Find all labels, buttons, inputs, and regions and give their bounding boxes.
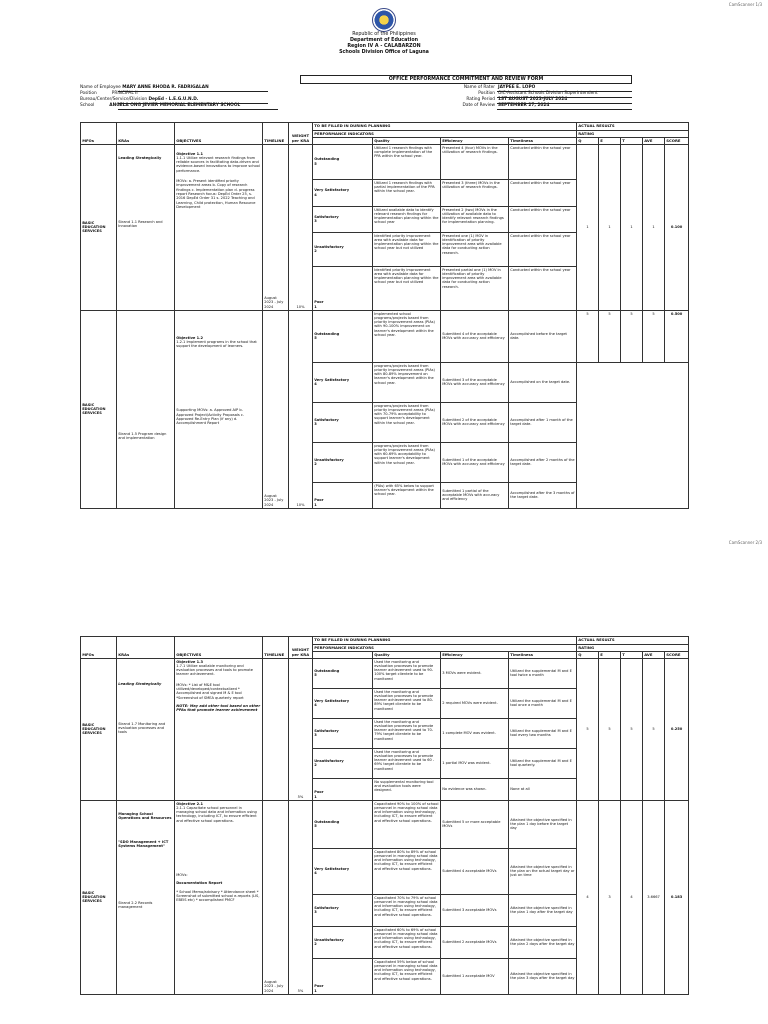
efficiency-cell: Presented 2 (two) MOVs in the utilization of available data to identify relevant research findings for implementation planning. bbox=[441, 206, 509, 232]
timeliness-cell: Accomplished on the target date. bbox=[509, 362, 577, 402]
col-performance-indicators: PERFORMANCE INDICATORS bbox=[313, 131, 577, 138]
col-level bbox=[313, 651, 373, 658]
col-timeliness: Timeliness bbox=[509, 651, 577, 658]
efficiency-cell: Submitted 3 of the acceptable MOVs with accuracy and efficiency bbox=[441, 362, 509, 402]
quality-cell: (PIAs) with 65% below to support learner's development within the school year. bbox=[373, 482, 441, 508]
timeliness-cell: Conducted within the school year bbox=[509, 206, 577, 232]
efficiency-cell: Presented partial one (1) MOV in identification of priority improvement area with available data for conducting action research. bbox=[441, 266, 509, 310]
level-very-satisfactory: Very Satisfactory 4 bbox=[313, 362, 373, 402]
page-mark-top: CamScanner 1/3 bbox=[728, 2, 762, 7]
rater-name: JAYPEE E. LOPO bbox=[498, 85, 536, 90]
weight-cell: 5% bbox=[289, 658, 313, 800]
col-planning: TO BE FILLED IN DURING PLANNING bbox=[313, 123, 577, 131]
review-date: SEPTEMBER 27, 2024 bbox=[498, 103, 550, 108]
weight-cell: 5% bbox=[289, 800, 313, 994]
col-planning: TO BE FILLED IN DURING PLANNING bbox=[313, 637, 577, 645]
level-outstanding: Outstanding 5 bbox=[313, 658, 373, 688]
division-line: Schools Division Office of Laguna bbox=[339, 50, 429, 55]
col-timeline: TIMELINE bbox=[263, 637, 289, 659]
underline bbox=[497, 103, 632, 104]
timeline-cell bbox=[263, 658, 289, 800]
underline bbox=[497, 97, 632, 98]
underline bbox=[118, 103, 268, 104]
timeliness-cell: Accomplished after the 3 months of the target date. bbox=[509, 482, 577, 508]
header-row-top bbox=[81, 637, 689, 645]
col-score: SCORE bbox=[665, 137, 689, 144]
timeliness-cell: Utilized the supplemental M and E tool once a month bbox=[509, 688, 577, 718]
rating-e: 5 bbox=[599, 310, 621, 362]
quality-cell: Identified priority improvement area with available data for implementation planning within the school year but not utilized bbox=[373, 266, 441, 310]
objective-cell: Objective 1.3 1.7.1 Utilize available monitoring and evaluation processes and tools to promote learner achievement. MOVs: * List of M&E tool utilized/developed/contextualized * Accomplished and signed M & E tool *Screenshot of SMEA quarterly report NOTE: May add other tool based on other PPAs that promote learner achievement bbox=[175, 658, 263, 800]
weight-cell: 10% bbox=[289, 310, 313, 508]
col-rating: RATING bbox=[577, 131, 689, 138]
efficiency-cell: No evidence was shown. bbox=[441, 778, 509, 800]
underline bbox=[118, 91, 268, 92]
level-poor: Poor 1 bbox=[313, 958, 373, 994]
rating-ave: 5 bbox=[643, 658, 665, 800]
col-performance-indicators: PERFORMANCE INDICATORS bbox=[313, 645, 577, 652]
deped-seal-icon bbox=[372, 8, 396, 32]
col-mfos: MFOs bbox=[81, 637, 117, 659]
page-mark-mid: CamScanner 2/3 bbox=[728, 540, 762, 545]
quality-cell: Utilized 1 research findings with complete implementation of the PPA within the school year. bbox=[373, 144, 441, 179]
quality-cell: Utilized available data to identify relevant research findings for implementation planning within the school year bbox=[373, 206, 441, 232]
timeliness-cell: Attained the objective specified in the plan on the actual target day or just on time bbox=[509, 848, 577, 894]
rating-q: 5 bbox=[577, 658, 599, 800]
quality-cell: programs/projects based from priority improvement areas (PIAs) with 80-89% improvement on learner's development within the school year. bbox=[373, 362, 441, 402]
timeliness-cell: Attained the objective specified in the plan 1 day before the target day bbox=[509, 800, 577, 848]
rating-ave: 3.6667 bbox=[643, 800, 665, 994]
level-outstanding: Outstanding 5 bbox=[313, 144, 373, 179]
efficiency-cell: Submitted 2 of the acceptable MOVs with accuracy and efficiency bbox=[441, 402, 509, 442]
employee-position-row: Position PRINCIPAL II bbox=[80, 91, 138, 96]
level-very-satisfactory: Very Satisfactory 4 bbox=[313, 688, 373, 718]
timeliness-cell: Accomplished after 1 month of the target date. bbox=[509, 402, 577, 442]
timeliness-cell: Utilized the supplemental M and E tool twice a month bbox=[509, 658, 577, 688]
kra-cell: Managing School Operations and Resources "SDO Management + ICT Systems Management" Strand 2.2 Records management bbox=[117, 800, 175, 994]
quality-cell: Used the monitoring and evaluation processes to promote learner achievement used to 80-89% target clientele to be monitored bbox=[373, 688, 441, 718]
kra-cell: Strand 1.5 Program design and implementation bbox=[117, 310, 175, 508]
col-level bbox=[313, 137, 373, 144]
rating-ave: 1 bbox=[643, 144, 665, 310]
table-row bbox=[81, 658, 689, 688]
timeliness-cell: Conducted within the school year bbox=[509, 266, 577, 310]
rating-q: 5 bbox=[577, 310, 599, 362]
employee-bureau-row: Bureau/Center/Service/Division DepEd - L.E.G.U.N.D. bbox=[80, 97, 199, 102]
rating-period: 1ST AUGUST 2023-JULY 2024 bbox=[498, 97, 568, 102]
timeline-cell: August 2023 - July 2024 bbox=[263, 310, 289, 508]
efficiency-cell: Submitted 4 of the acceptable MOVs with accuracy and efficiency bbox=[441, 310, 509, 362]
table-row bbox=[81, 800, 689, 848]
col-kras: KRAs bbox=[117, 123, 175, 145]
rating-e: 3 bbox=[599, 800, 621, 994]
rater-name-label: Name of Rater bbox=[463, 85, 495, 90]
table-row bbox=[81, 144, 689, 179]
col-actual-results: ACTUAL RESULTS bbox=[577, 123, 689, 131]
quality-cell: Capacitated 60% to 69% of school personnel in managing school data and information using technology, including ICT, to ensure efficient and effective school operations. bbox=[373, 926, 441, 958]
quality-cell: Used the monitoring and evaluation processes to promote learner achievement used to 90-100% target clientele to be monitored bbox=[373, 658, 441, 688]
quality-cell: Capacitated 59% below of school personnel in managing school data and information using technology, including ICT, to ensure efficient and effective school operations. bbox=[373, 958, 441, 994]
col-q: Q bbox=[577, 137, 599, 144]
level-satisfactory: Satisfactory 3 bbox=[313, 206, 373, 232]
mfo-cell: BASIC EDUCATION SERVICES bbox=[81, 144, 117, 310]
col-quality: Quality bbox=[373, 137, 441, 144]
rating-q: 4 bbox=[577, 800, 599, 994]
quality-cell: programs/projects based from priority improvement areas (PIAs) with 70-79% acceptability to support learner's development within the school year. bbox=[373, 402, 441, 442]
col-ave: AVE bbox=[643, 137, 665, 144]
level-poor: Poor 1 bbox=[313, 482, 373, 508]
employee-school-row: School ANGELA ONG JEVIER MEMORIAL ELEMENTARY SCHOOL bbox=[80, 103, 241, 108]
mfo-cell: BASIC EDUCATION SERVICES bbox=[81, 310, 117, 508]
kra-cell: Leading Strategically Strand 1.1 Research and Innovation bbox=[117, 144, 175, 310]
underline bbox=[497, 109, 632, 110]
rating-period-label: Rating Period bbox=[466, 97, 495, 102]
level-very-satisfactory: Very Satisfactory 4 bbox=[313, 848, 373, 894]
col-t: T bbox=[621, 651, 643, 658]
rating-score: 0.100 bbox=[665, 144, 689, 310]
rating-t: 4 bbox=[621, 800, 643, 994]
col-rating: RATING bbox=[577, 645, 689, 652]
level-satisfactory: Satisfactory 3 bbox=[313, 718, 373, 748]
quality-cell: Utilized 1 research findings with partial implementation of the PPA within the school year. bbox=[373, 179, 441, 206]
timeliness-cell: Attained the objective specified in the plan 3 days after the target day bbox=[509, 958, 577, 994]
efficiency-cell: Submitted 1 of the acceptable MOVs with accuracy and efficiency bbox=[441, 442, 509, 482]
review-date-label: Date of Review bbox=[462, 103, 495, 108]
level-poor: Poor 1 bbox=[313, 266, 373, 310]
rating-t: 5 bbox=[621, 310, 643, 362]
col-e: E bbox=[599, 137, 621, 144]
objective-cell: Objective 2.1 2.1.1 Capacitate school personnel in managing school data and information using technology, including ICT, to ensure efficient and effective school operations. MOVs: Documentation Report * School Memo/advisory * Attendance sheet * Screenshot of submitted school e-reports (LIS, EBEIS etc) * accomplished PMCF bbox=[175, 800, 263, 994]
mfo-cell: BASIC EDUCATION SERVICES bbox=[81, 658, 117, 800]
efficiency-cell: Presented one (1) MOV in identification of priority improvement area with available data for conducting action research. bbox=[441, 232, 509, 266]
efficiency-cell: 1 partial MOV was evident. bbox=[441, 748, 509, 778]
efficiency-cell: 1 complete MOV was evident. bbox=[441, 718, 509, 748]
quality-cell: programs/projects based from priority improvement areas (PIAs) with 60-69% acceptability to support learner's development within the school year. bbox=[373, 442, 441, 482]
rating-q: 1 bbox=[577, 144, 599, 310]
level-unsatisfactory: Unsatisfactory 2 bbox=[313, 926, 373, 958]
underline bbox=[118, 109, 278, 110]
timeliness-cell: None at all bbox=[509, 778, 577, 800]
quality-cell: Capacitated 90% to 100% of school personnel in managing school data and information using technology, including ICT, to ensure efficient and effective school operations. bbox=[373, 800, 441, 848]
republic-line: Republic of the Philippines bbox=[352, 32, 416, 37]
region-line: Region IV A - CALABARZON bbox=[347, 44, 421, 49]
efficiency-cell: 3 MOVs were evident. bbox=[441, 658, 509, 688]
form-title: OFFICE PERFORMANCE COMMITMENT AND REVIEW FORM bbox=[300, 75, 632, 84]
efficiency-cell: Presented 3 (three) MOVs in the utilization of research findings. bbox=[441, 179, 509, 206]
level-outstanding: Outstanding 5 bbox=[313, 310, 373, 362]
timeliness-cell: Accomplished after 2 months of the target date. bbox=[509, 442, 577, 482]
efficiency-cell: Submitted 3 acceptable MOVs bbox=[441, 894, 509, 926]
rating-score: 0.183 bbox=[665, 800, 689, 994]
col-q: Q bbox=[577, 651, 599, 658]
objective-cell: Objective 1.2 1.2.1 Implement programs in the school that support the development of learners. Supporting MOVs: a. Approved AIP b. Approved Project/Activity Proposals c. Approved Re-Entry Plan (if any) d. Accomplishment Report bbox=[175, 310, 263, 508]
efficiency-cell: Submitted 5 or more acceptable MOVs bbox=[441, 800, 509, 848]
level-outstanding: Outstanding 5 bbox=[313, 800, 373, 848]
performance-table-page-2 bbox=[80, 636, 689, 995]
rating-t: 1 bbox=[621, 144, 643, 310]
col-weight: WEIGHT per KRA bbox=[289, 637, 313, 659]
timeliness-cell: Accomplished before the target date. bbox=[509, 310, 577, 362]
objective-cell: Objective 1.1 1.1.1 Utilize relevant research findings from reliable sources in facilitating data-driven and evidence-based innovations to improve school performance. MOVs: a. Present identified priority improvement areas b. Copy of research findings c. Implementation plan d. progress report Research focus: DepEd Order 25, s. 2016 DepEd Order 31 s. 2022 Teaching and Learning, Child protection, Human Resource Development bbox=[175, 144, 263, 310]
rating-t: 5 bbox=[621, 658, 643, 800]
col-objectives: OBJECTIVES bbox=[175, 123, 263, 145]
timeliness-cell: Utilized the supplemental M and E tool quarterly. bbox=[509, 748, 577, 778]
weight-cell: 10% bbox=[289, 144, 313, 310]
col-timeline: TIMELINE bbox=[263, 123, 289, 145]
rating-score: 0.500 bbox=[665, 310, 689, 362]
col-kras: KRAs bbox=[117, 637, 175, 659]
table-row bbox=[81, 310, 689, 362]
header-row-top bbox=[81, 123, 689, 131]
col-actual-results: ACTUAL RESULTS bbox=[577, 637, 689, 645]
efficiency-cell: Submitted 1 partial of the acceptable MOVs with accuracy and efficiency bbox=[441, 482, 509, 508]
efficiency-cell: Submitted 2 acceptable MOVs bbox=[441, 926, 509, 958]
rater-position: OIC-Assistant Schools Division Superintendent bbox=[498, 91, 598, 96]
quality-cell: Used the monitoring and evaluation processes to promote learner achievement used to 70-79% target clientele to be monitored bbox=[373, 718, 441, 748]
employee-name-row: Name of Employee MARY ANNE RHODA R. FADRIGALAN bbox=[80, 85, 209, 90]
col-timeliness: Timeliness bbox=[509, 137, 577, 144]
department-line: Department of Education bbox=[349, 38, 419, 43]
efficiency-cell: Submitted 1 acceptable MOV bbox=[441, 958, 509, 994]
timeliness-cell: Attained the objective specified in the plan 2 days after the target day bbox=[509, 926, 577, 958]
rating-e: 1 bbox=[599, 144, 621, 310]
timeliness-cell: Conducted within the school year bbox=[509, 179, 577, 206]
rating-score: 0.250 bbox=[665, 658, 689, 800]
level-unsatisfactory: Unsatisfactory 2 bbox=[313, 748, 373, 778]
timeliness-cell: Conducted within the school year bbox=[509, 232, 577, 266]
col-mfos: MFOs bbox=[81, 123, 117, 145]
kra-cell: Leading Strategically Strand 1.7 Monitoring and evaluation processes and tools bbox=[117, 658, 175, 800]
timeliness-cell: Attained the objective specified in the plan 1 day after the target day bbox=[509, 894, 577, 926]
level-very-satisfactory: Very Satisfactory 4 bbox=[313, 179, 373, 206]
level-satisfactory: Satisfactory 3 bbox=[313, 894, 373, 926]
level-unsatisfactory: Unsatisfactory 2 bbox=[313, 232, 373, 266]
level-unsatisfactory: Unsatisfactory 2 bbox=[313, 442, 373, 482]
col-weight: WEIGHT per KRA bbox=[289, 123, 313, 145]
col-score: SCORE bbox=[665, 651, 689, 658]
performance-table-page-1 bbox=[80, 122, 689, 509]
col-t: T bbox=[621, 137, 643, 144]
underline bbox=[497, 91, 632, 92]
col-efficiency: Efficiency bbox=[441, 137, 509, 144]
quality-cell: Used the monitoring and evaluation processes to promote learner achievement used to 60 - 69% target clientele to be monitored bbox=[373, 748, 441, 778]
efficiency-cell: Presented 4 (four) MOVs in the utilization of research findings. bbox=[441, 144, 509, 179]
efficiency-cell: Submitted 4 acceptable MOVs bbox=[441, 848, 509, 894]
efficiency-cell: 2 required MOVs were evident. bbox=[441, 688, 509, 718]
quality-cell: No supplemental monitoring tool and evaluation tools were designed. bbox=[373, 778, 441, 800]
quality-cell: Capacitated 80% to 89% of school personnel in managing school data and information using technology, including ICT, to ensure efficient and effective school operations. bbox=[373, 848, 441, 894]
quality-cell: Identified priority improvement area with available data for implementation planning within the school year but not utilized bbox=[373, 232, 441, 266]
level-satisfactory: Satisfactory 3 bbox=[313, 402, 373, 442]
col-efficiency: Efficiency bbox=[441, 651, 509, 658]
rating-empty bbox=[577, 362, 689, 508]
rating-e: 5 bbox=[599, 658, 621, 800]
timeliness-cell: Conducted within the school year bbox=[509, 144, 577, 179]
quality-cell: Capacitated 70% to 79% of school personnel in managing school data and information using technology, including ICT, to ensure efficient and effective school operations. bbox=[373, 894, 441, 926]
col-ave: AVE bbox=[643, 651, 665, 658]
rater-position-label: Position bbox=[478, 91, 495, 96]
rating-ave: 5 bbox=[643, 310, 665, 362]
timeliness-cell: Utilized the supplemental M and E tool every two months bbox=[509, 718, 577, 748]
col-objectives: OBJECTIVES bbox=[175, 637, 263, 659]
quality-cell: Implemented school programs/projects based from priority improvement areas (PIAs) with 90-100% improvement on learner's development within the school year. bbox=[373, 310, 441, 362]
col-e: E bbox=[599, 651, 621, 658]
timeline-cell: August 2023 - July 2024 bbox=[263, 144, 289, 310]
col-quality: Quality bbox=[373, 651, 441, 658]
mfo-cell: BASIC EDUCATION SERVICES bbox=[81, 800, 117, 994]
timeline-cell: August 2023 - July 2024 bbox=[263, 800, 289, 994]
level-poor: Poor 1 bbox=[313, 778, 373, 800]
